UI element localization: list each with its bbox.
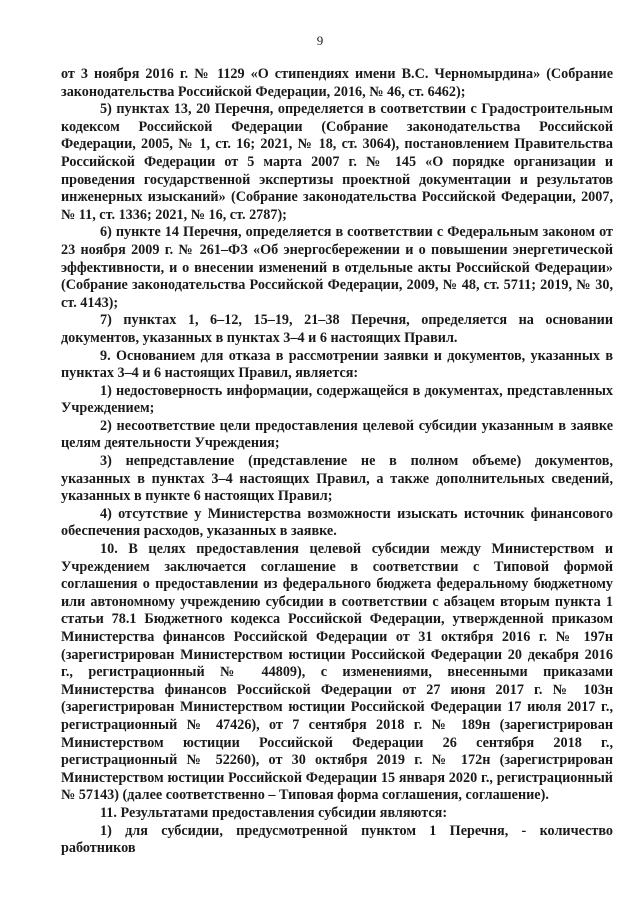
document-body xyxy=(61,66,613,858)
page-number: 9 xyxy=(316,33,324,48)
paragraph-item-7: 7) пунктах 1, 6–12, 15–19, 21–38 Перечня, определяется на основании документов, указанных в пунктах 3–4 и 6 настоящих Правил. xyxy=(61,312,613,346)
paragraph-continuation: от 3 ноября 2016 г. № 1129 «О стипендиях имени В.С. Черномырдина» (Собрание законодательства Российской Федерации, 2016, № 46, ст. 6462); xyxy=(61,66,613,100)
paragraph-clause-11: 11. Результатами предоставления субсидии являются: xyxy=(100,804,448,821)
paragraph-clause-11-item-1: 1) для субсидии, предусмотренной пунктом 1 Перечня, - количество работников xyxy=(61,822,613,857)
paragraph-item-6: 6) пункте 14 Перечня, определяется в соответствии с Федеральным законом от 23 ноября 2009 г. № 261–ФЗ «Об энергосбережении и о повышении энергетической эффективности, и о внесении изменений в отдельные акты Российской Федерации» (Собрание законодательства Российской Федерации, 2009, № 48, ст. 5711; 2019, № 30, ст. 4143); xyxy=(61,224,613,311)
paragraph-item-5: 5) пунктах 13, 20 Перечня, определяется в соответствии с Градостроительным кодексом Российской Федерации (Собрание законодательства Российской Федерации, 2005, № 1, ст. 16; 2021, № 18, ст. 3064), постановлением Правительства Российской Федерации от 5 марта 2007 г. № 145 «О порядке организации и проведения государственной экспертизы проектной документации и результатов инженерных изысканий» (Собрание законодательства Российской Федерации, 2007, № 11, ст. 1336; 2021, № 16, ст. 2787); xyxy=(61,101,613,223)
paragraph-clause-9-item-4: 4) отсутствие у Министерства возможности изыскать источник финансового обеспечения расходов, указанных в заявке. xyxy=(61,505,613,540)
paragraph-clause-9-item-3: 3) непредставление (представление не в полном объеме) документов, указанных в пунктах 3–4 настоящих Правил, а также дополнительных сведений, указанных в пункте 6 настоящих Правил; xyxy=(61,453,613,505)
paragraph-clause-9-item-2: 2) несоответствие цели предоставления целевой субсидии указанным в заявке целям деятельности Учреждения; xyxy=(61,417,613,452)
paragraph-clause-9: 9. Основанием для отказа в рассмотрении заявки и документов, указанных в пунктах 3–4 и 6 настоящих Правил, является: xyxy=(61,347,613,382)
paragraph-clause-10: 10. В целях предоставления целевой субсидии между Министерством и Учреждением заключается соглашение в соответствии с Типовой формой соглашения о предоставлении из федерального бюджета федеральному бюджетному или автономному учреждению субсидии в соответствии с абзацем вторым пункта 1 статьи 78.1 Бюджетного кодекса Российской Федерации, утвержденной приказом Министерства финансов Российской Федерации от 31 октября 2016 г. № 197н (зарегистрирован Министерством юстиции Российской Федерации 20 декабря 2016 г., регистрационный № 44809), с изменениями, внесенными приказами Министерства финансов Российской Федерации от 27 июня 2017 г. № 103н (зарегистрирован Министерством юстиции Российской Федерации 17 июля 2017 г., регистрационный № 47426), от 7 сентября 2018 г. № 189н (зарегистрирован Министерством юстиции Российской Федерации 26 сентября 2018 г., регистрационный № 52260), от 30 октября 2019 г. № 172н (зарегистрирован Министерством юстиции Российской Федерации 15 января 2020 г., регистрационный № 57143) (далее соответственно – Типовая форма соглашения, соглашение). xyxy=(61,541,613,804)
paragraph-clause-9-item-1: 1) недостоверность информации, содержащейся в документах, представленных Учреждением; xyxy=(61,382,613,417)
